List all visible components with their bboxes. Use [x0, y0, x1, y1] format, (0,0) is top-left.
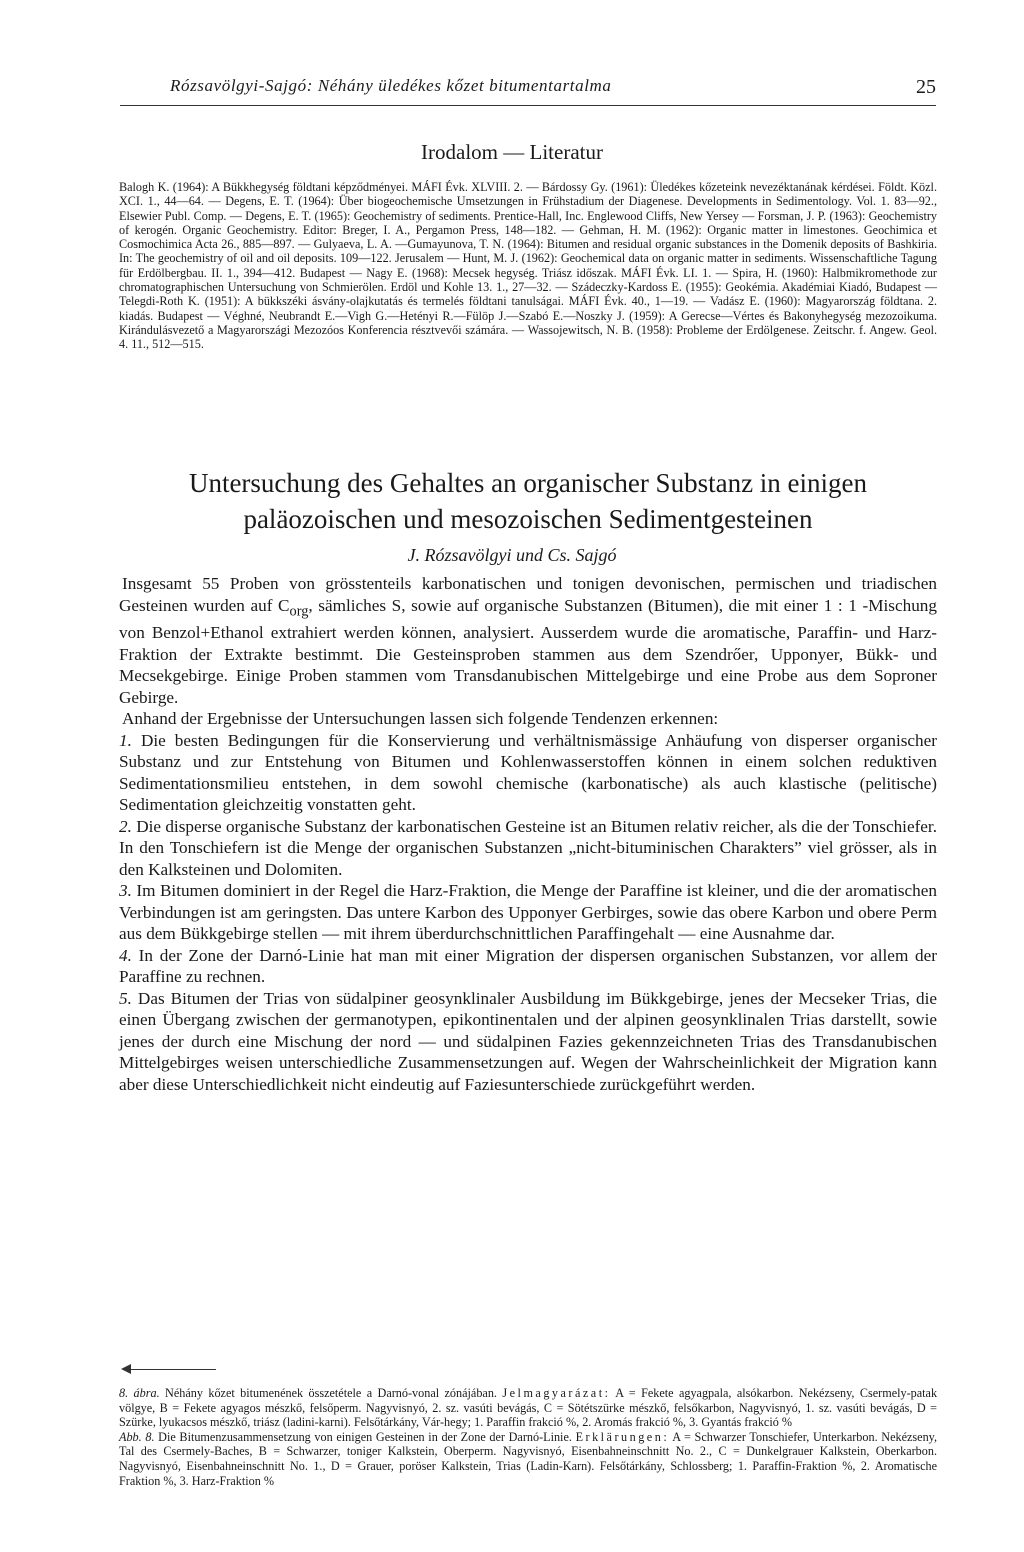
- finding-text: Die disperse organische Substanz der karbonatischen Gesteine ist an Bitumen relativ reicher, als die der Tonschiefer. In den Tonschiefern ist die Menge der organischen Substanzen „nicht-bituminischen Charakters” viel grösser, als in den Kalksteinen und Dolomiten.: [119, 816, 938, 879]
- caption-de-label: Abb. 8.: [119, 1429, 155, 1444]
- caption-german: [119, 1430, 937, 1488]
- header-rule: [120, 105, 936, 106]
- article-body: [119, 573, 937, 1095]
- figure-caption: [119, 1386, 937, 1488]
- finding-text: Im Bitumen dominiert in der Regel die Harz-Fraktion, die Menge der Paraffine ist kleiner, und die der aromatischen Verbindungen ist am geringsten. Das untere Karbon des Upponyer Gerbirges, sowie das obere Karbon und obere Perm aus dem Bükkgebirge stellen — mit ihrem überdurchschnittlichen Paraffingehalt — eine Ausnahme dar.: [119, 881, 937, 944]
- finding-number: 3.: [119, 881, 132, 901]
- intro-text-b: , sämliches S, sowie auf organische Substanzen (Bitumen), die mit einer 1 : 1 -Mischung von Benzol+Ethanol extrahiert werden können, analysiert. Ausserdem wurde die aromatische, Paraffin- und Harz-Fraktion der Extrakte bestimmt. Die Gesteinsproben stammen aus dem Szendrőer, Upponyer, Bükk- und Mecsekgebirge. Einige Proben stammen vom Transdanubischen Mittelgebirge und eine Probe aus dem Soproner Gebirge.: [119, 595, 937, 707]
- finding-text: In der Zone der Darnó-Linie hat man mit einer Migration der dispersen organischen Substanzen, vor allem der Paraffine zu rechnen.: [119, 945, 938, 987]
- caption-hungarian: [119, 1386, 937, 1430]
- caption-hu-text: Néhány kőzet bitumenének összetétele a Darnó-vonal zónájában.: [165, 1386, 497, 1400]
- running-title: Rózsavölgyi-Sajgó: Néhány üledékes kőzet bitumentartalma: [170, 76, 612, 95]
- caption-hu-legend-label: Jelmagyarázat:: [502, 1386, 611, 1400]
- references-paragraph: Balogh K. (1964): A Bükkhegység földtani képződményei. MÁFI Évk. XLVIII. 2. — Bárdossy Gy. (1961): Üledékes kőzeteink nevezéktanának kérdései. Földt. Közl. XCI. 1., 44—64. — Degens, E. T. (1964): Über biogeochemische Umsetzungen in Frühstadium der Diagenese. Developments in Sedimentology. Vol. 1. 83—92., Elsewier Publ. Comp. — Degens, E. T. (1965): Geochemistry of sediments. Prentice-Hall, Inc. Englewood Cliffs, New Yersey — Forsman, J. P. (1963): Geochemistry of kerogén. Organic Geochemistry. Editor: Breger, I. A., Pergamon Press, 148—182. — Gehman, H. M. (1962): Organic matter in limestones. Geochimica et Cosmochimica Acta 26., 885—897. — Gulyaeva, L. A. —Gumayunova, T. N. (1964): Bitumen and residual organic substances in the Domenik deposits of Bashkiria. In: The geochemistry of oil and oil deposits. 109—122. Jerusalem — Hunt, M. J. (1962): Geochemical data on organic matter in sediments. Wissenschaftliche Tagung für Erdölbergbau. II. 1., 394—412. Budapest — Nagy E. (1968): Mecsek hegység. Triász időszak. MÁFI Évk. LI. 1. — Spira, H. (1960): Halbmikromethode zur chromatographischen Untersuchung von Schmierölen. Erdöl und Kohle 13. 1., 27—32. — Szádeczky-Kardoss E. (1955): Geokémia. Akadémiai Kiadó, Budapest — Telegdi-Roth K. (1951): A bükkszéki ásvány-olajkutatás és termelés földtani tanulságai. MÁFI Évk. 40., 1—19. — Vadász E. (1960): Magyarország földtana. 2. kiadás. Budapest — Véghné, Neubrandt E.—Vigh G.—Hetényi R.—Fülöp J.—Szabó E.—Noszky J. (1959): A Gerecse—Vértes és Bakonyhegység mezozoikuma. Kirándulásvezető a Magyarországi Mezozóos Konferencia résztvevői számára. — Wassojewitsch, N. B. (1958): Probleme der Erdölgenese. Zeitschr. f. Angew. Geol. 4. 11., 512—515.: [119, 180, 937, 352]
- caption-hu-label: 8. ábra.: [119, 1386, 160, 1400]
- caption-de-legend: A = Schwarzer Tonschiefer, Unterkarbon. Nekézseny, Tal des Csermely-Baches, B = Schwarzer, toniger Kalkstein, Oberperm. Nagyvisnyó, Eisenbahneinschnitt No. 2., C = Dunkelgrauer Kalkstein, Oberkarbon. Nagyvisnyó, Eisenbahneinschnitt No. 1., D = Grauer, poröser Kalkstein, Trias (Ladin-Karn). Felsőtárkány, Schlossberg; 1. Paraffin-Fraktion %, 2. Aromatische Fraktion %, 3. Harz-Fraktion %: [119, 1429, 938, 1488]
- finding-number: 5.: [119, 988, 132, 1008]
- finding-item: [119, 730, 937, 816]
- caption-hu-legend: A = Fekete agyagpala, alsókarbon. Nekézseny, Csermely-patak völgye, B = Fekete agyagos mészkő, felsőperm. Nagyvisnyó, 2. sz. vasúti bevágás, C = Sötétszürke mészkő, felsőkarbon, Nagyvisnyó, 1. sz. vasúti bevágás, D = Szürke, lyukacsos mészkő, triász (ladini-karni). Felsőtárkány, Vár-hegy; 1. Paraffin frakció %, 2. Aromás frakció %, 3. Gyantás frakció %: [119, 1386, 938, 1430]
- intro-subscript: org: [289, 602, 309, 619]
- article-title: Untersuchung des Gehaltes an organischer Substanz in einigen paläozoischen und mesozoischen Sedimentgesteinen: [188, 468, 868, 534]
- finding-number: 1.: [119, 730, 132, 750]
- finding-item: [119, 880, 937, 945]
- finding-text: Die besten Bedingungen für die Konservierung und verhältnismässige Anhäufung von disperser organischer Substanz und zur Entstehung von Bitumen und Kohlenwasserstoffen können in einem solchen reduktiven Sedimentationsmilieu entstehen, in dem sowohl chemische (karbonatische) als auch klastische (pelitische) Sedimentation gleichzeitig vonstatten geht.: [119, 730, 937, 815]
- references-heading: Irodalom — Literatur: [421, 140, 603, 164]
- intro-paragraph: [119, 573, 937, 708]
- finding-text: Das Bitumen der Trias von südalpiner geosynklinaler Ausbildung im Bükkgebirge, jenes der Mecseker Trias, die einen Übergang zwischen der germanotypen, epikontinentalen und der alpinen geosynklinalen Trias darstellt, sowie jenes der durch eine Mischung der nord — und südalpinen Fazies gekennzeichneten Trias des Transdanubischen Mittelgebirges weisen unterschiedliche Zusammensetzungen auf. Wegen der Wahrscheinlichkeit der Migration kann aber diese Unterschiedlichkeit nicht eindeutig auf Faziesunterschiede zurückgeführt werden.: [119, 988, 938, 1094]
- finding-number: 2.: [119, 816, 132, 836]
- page-number: 25: [916, 76, 936, 98]
- caption-de-legend-label: Erklärungen:: [575, 1429, 670, 1444]
- finding-item: [119, 816, 937, 881]
- figure-pointer-rule: [124, 1369, 216, 1370]
- finding-item: [119, 988, 937, 1096]
- finding-item: [119, 945, 937, 988]
- references-list: [119, 180, 937, 352]
- article-authors: J. Rózsavölgyi und Cs. Sajgó: [407, 545, 617, 565]
- finding-number: 4.: [119, 945, 132, 965]
- intro-text-a: Insgesamt 55 Proben von grösstenteils karbonatischen und tonigen devonischen, permischen und triadischen Gesteinen wurden auf C: [119, 574, 937, 615]
- caption-de-text: Die Bitumenzusammensetzung von einigen Gesteinen in der Zone der Darnó-Linie.: [158, 1429, 572, 1444]
- findings-lead: Anhand der Ergebnisse der Untersuchungen lassen sich folgende Tendenzen erkennen:: [122, 709, 719, 729]
